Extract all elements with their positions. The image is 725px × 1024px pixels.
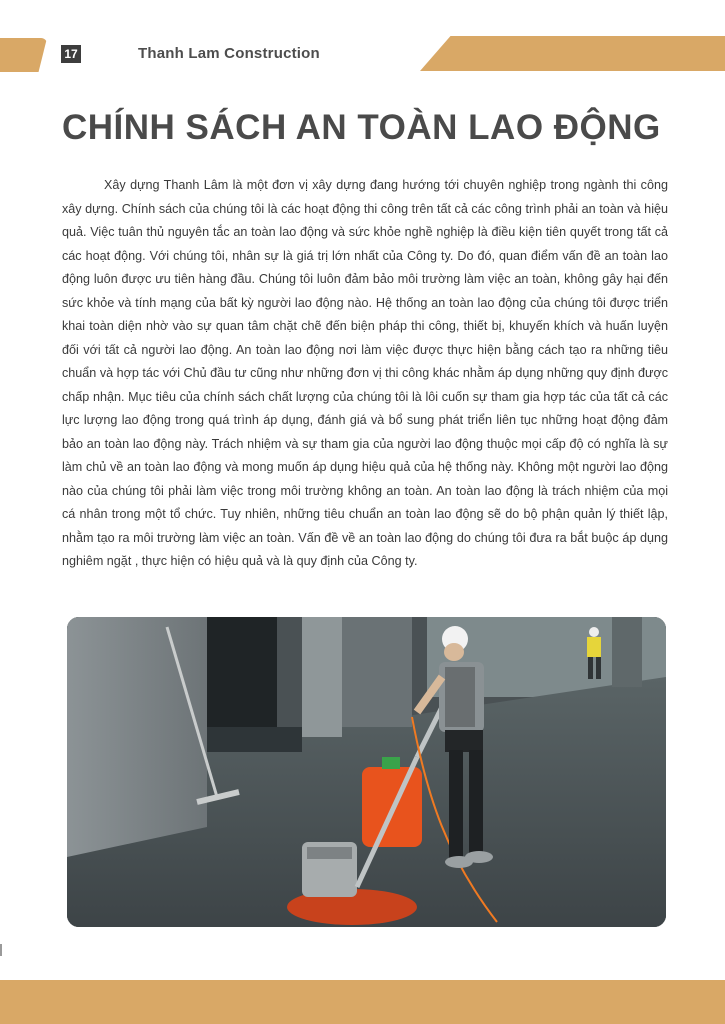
page-edge-mark xyxy=(0,944,2,956)
body-paragraph: Xây dựng Thanh Lâm là một đơn vị xây dựng đang hướng tới chuyên nghiệp trong ngành thi công xây dựng. Chính sách của chúng tôi là các hoạt động thi công trên tất cả các công trình phải an toàn và hiệu quả. Việc tuân thủ nguyên tắc an toàn lao động và sức khỏe nghề nghiệp là điều kiện tiên quyết trong tất cả các hoạt động. Với chúng tôi, nhân sự là giá trị lớn nhất của Công ty. Do đó, quan điểm vấn đề an toàn lao động luôn được ưu tiên hàng đầu. Chúng tôi luôn đảm bảo môi trường làm việc an toàn, không gây hại đến sức khỏe và tính mạng của bất kỳ người lao động nào. Hệ thống an toàn lao động của chúng tôi được triển khai toàn diện nhờ vào sự quan tâm chặt chẽ đến biện pháp thi công, thiết bị, khuyến khích và huấn luyện đối với tất cả người lao động. An toàn lao động nơi làm việc được thực hiện bằng cách tạo ra những tiêu chuẩn và hợp tác với Chủ đầu tư cũng như những đơn vị thi công khác nhằm áp dụng những quy định được chấp nhận. Mục tiêu của chính sách chất lượng của chúng tôi là lôi cuốn sự tham gia hợp tác của tất cả các lực lượng lao động trong quá trình áp dụng, đánh giá và bổ sung phát triển liên tục những hoạt động đảm bảo an toàn lao động này. Trách nhiệm và sự tham gia của người lao động thuộc mọi cấp độ có nghĩa là sự làm chủ về an toàn lao động và mong muốn áp dụng hiệu quả của hệ thống này. Không một người lao động nào của chúng tôi phải làm việc trong môi trường không an toàn. An toàn lao động là trách nhiệm của mọi cá nhân trong một tổ chức. Tuy nhiên, những tiêu chuẩn an toàn lao động sẽ do bộ phận quản lý thiết lập, nhằm tạo ra môi trường làm việc an toàn. Vấn đề về an toàn lao động do chúng tôi đưa ra bắt buộc áp dụng nghiêm ngặt , thực hiện có hiệu quả và là quy định của Công ty. xyxy=(62,178,668,568)
worker-floor-polishing-image xyxy=(67,617,666,927)
construction-photo xyxy=(67,617,666,927)
footer-bar xyxy=(0,980,725,1024)
company-name: Thanh Lam Construction xyxy=(138,45,320,62)
page-title: CHÍNH SÁCH AN TOÀN LAO ĐỘNG xyxy=(62,108,661,147)
header-accent-right xyxy=(420,36,725,71)
header-accent-left xyxy=(0,38,47,72)
page-number: 17 xyxy=(61,45,81,63)
